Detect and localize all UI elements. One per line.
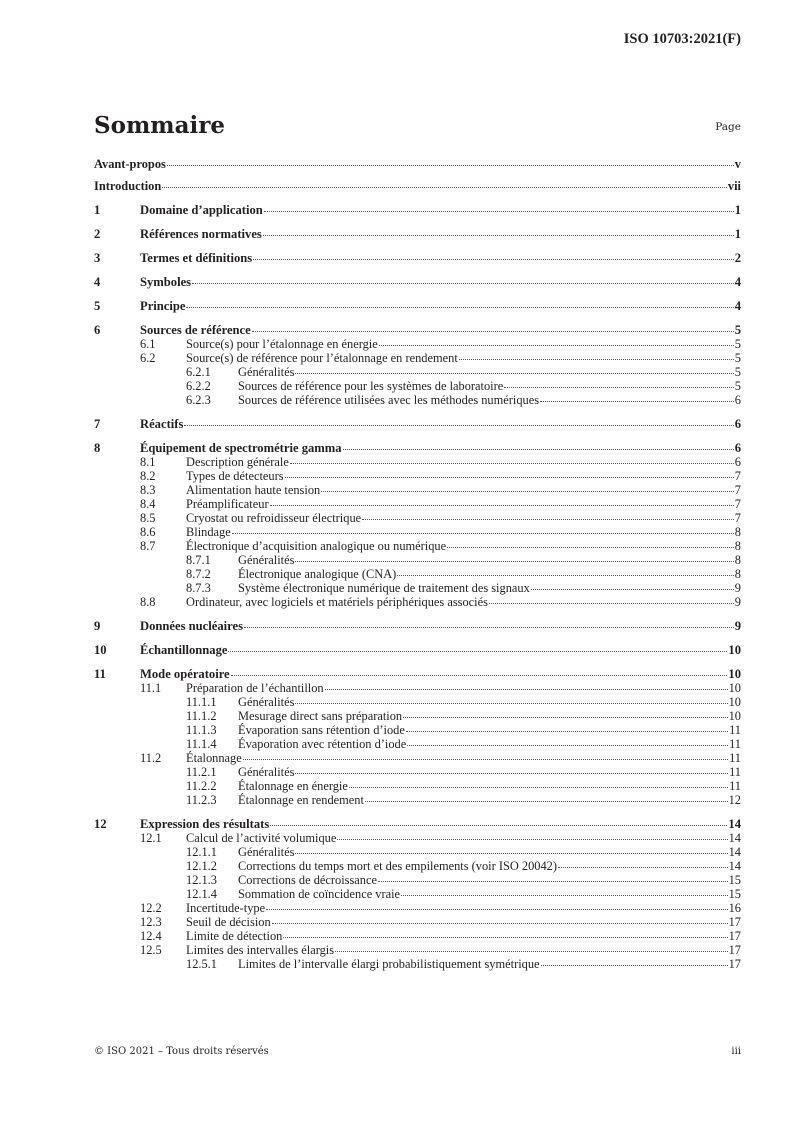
toc-entry-page: 14 [728,845,741,859]
toc-entry-page: 8 [734,567,741,581]
dot-leader [243,750,728,760]
toc-entry-title[interactable]: Sources de référence pour les systèmes de laboratoire [238,379,504,393]
dot-leader [403,708,728,718]
dot-leader [295,364,733,374]
toc-entry-title[interactable]: Évaporation sans rétention d’iode [238,723,405,737]
toc-entry-number: 12.5 [140,943,162,957]
document-id: ISO 10703:2021(F) [623,31,741,47]
toc-entry-page: 2 [734,251,741,265]
table-of-contents [94,157,741,971]
toc-entry-title[interactable]: Avant-propos [94,157,166,171]
toc-entry-title[interactable]: Limites de l’intervalle élargi probabilistiquement symétrique [238,957,540,971]
dot-leader [295,552,733,562]
toc-entry-page: 9 [734,595,741,609]
toc-entry[interactable] [94,299,741,313]
toc-entry-title[interactable]: Seuil de décision [186,915,271,929]
toc-entry-number: 8.3 [140,483,156,497]
toc-entry[interactable] [94,681,741,695]
toc-entry-page: 11 [729,779,741,793]
toc-entry[interactable] [94,765,741,779]
toc-entry-title[interactable]: Étalonnage [186,751,242,765]
toc-entry-title[interactable]: Principe [140,299,186,313]
toc-entry-page: 6 [734,455,741,469]
toc-entry[interactable] [94,483,741,497]
toc-entry[interactable] [94,943,741,957]
dot-leader [266,900,727,910]
toc-entry[interactable] [94,751,741,765]
toc-entry[interactable] [94,393,741,407]
toc-entry-title[interactable]: Références normatives [140,227,262,241]
dot-leader [263,226,734,236]
toc-entry[interactable] [94,901,741,915]
toc-entry-title[interactable]: Évaporation avec rétention d’iode [238,737,407,751]
toc-entry[interactable] [94,779,741,793]
dot-leader [264,202,734,212]
toc-entry[interactable] [94,351,741,365]
toc-entry-page: 7 [734,511,741,525]
toc-entry[interactable] [94,817,741,831]
toc-entry[interactable] [94,441,741,455]
toc-entry-title[interactable]: Étalonnage en rendement [238,793,364,807]
toc-entry-page: 5 [734,351,741,365]
toc-entry-number: 2 [94,227,101,241]
toc-entry[interactable] [94,793,741,807]
dot-leader [167,156,734,166]
toc-entry-page: 1 [734,227,741,241]
toc-entry-title[interactable]: Sommation de coïncidence vraie [238,887,401,901]
toc-entry-number: 11.1.1 [186,695,217,709]
toc-entry-title[interactable]: Domaine d’application [140,203,263,217]
toc-entry[interactable] [94,275,741,289]
toc-entry-title[interactable]: Incertitude-type [186,901,266,915]
dot-leader [252,322,734,332]
toc-entry-page: 8 [734,553,741,567]
toc-entry[interactable] [94,831,741,845]
toc-entry[interactable] [94,365,741,379]
toc-entry-title[interactable]: Électronique analogique (CNA) [238,567,397,581]
toc-entry[interactable] [94,957,741,971]
dot-leader [541,956,728,966]
toc-entry[interactable] [94,887,741,901]
page-number: iii [731,1046,741,1057]
dot-leader [228,642,727,652]
dot-leader [407,736,728,746]
toc-entry-title[interactable]: Mesurage direct sans préparation [238,709,403,723]
toc-entry-title[interactable]: Préamplificateur [186,497,269,511]
toc-entry-page: 12 [728,793,741,807]
toc-entry-page: 14 [728,859,741,873]
dot-leader [270,816,727,826]
toc-entry-page: 1 [734,203,741,217]
toc-entry-title[interactable]: Corrections de décroissance [238,873,377,887]
dot-leader [401,886,728,896]
dot-leader [335,942,728,952]
dot-leader [362,510,734,520]
toc-entry[interactable] [94,251,741,265]
dot-leader [504,378,734,388]
toc-entry-number: 6 [94,323,101,337]
toc-entry-number: 11.2.3 [186,793,217,807]
toc-entry[interactable] [94,859,741,873]
toc-entry-title[interactable]: Calcul de l’activité volumique [186,831,337,845]
toc-entry-title[interactable]: Limites des intervalles élargis [186,943,335,957]
toc-entry-number: 8.2 [140,469,156,483]
toc-entry-page: vii [727,179,741,193]
dot-leader [231,666,728,676]
toc-entry-page: 11 [729,765,741,779]
toc-entry-number: 6.2.2 [186,379,211,393]
toc-entry-title[interactable]: Limite de détection [186,929,283,943]
toc-entry-number: 12.1.1 [186,845,217,859]
toc-entry-page: 10 [728,695,741,709]
toc-entry-title[interactable]: Corrections du temps mort et des empilements (voir ISO 20042) [238,859,558,873]
toc-entry-number: 12.1.3 [186,873,217,887]
toc-entry-title[interactable]: Source(s) pour l’étalonnage en énergie [186,337,378,351]
toc-entry-number: 8.5 [140,511,156,525]
toc-entry-number: 8.8 [140,595,156,609]
toc-entry[interactable] [94,511,741,525]
dot-leader [321,482,734,492]
dot-leader [272,914,728,924]
toc-entry-number: 5 [94,299,101,313]
toc-entry[interactable] [94,643,741,657]
dot-leader [162,178,727,188]
toc-entry-page: 17 [728,915,741,929]
toc-entry-number: 11.2 [140,751,162,765]
dot-leader [531,580,734,590]
toc-entry-number: 8.7.1 [186,553,211,567]
toc-entry-page: 9 [734,619,741,633]
toc-entry-page: 8 [734,525,741,539]
dot-leader [489,594,734,604]
page-title: Sommaire [94,112,226,139]
toc-entry-page: 6 [734,441,741,455]
toc-entry-number: 8.7.2 [186,567,211,581]
toc-entry-title[interactable]: Système électronique numérique de traitement des signaux [238,581,530,595]
toc-entry-number: 1 [94,203,101,217]
dot-leader [343,440,734,450]
toc-entry-page: 17 [728,943,741,957]
toc-entry-title[interactable]: Préparation de l’échantillon [186,681,324,695]
toc-entry-title[interactable]: Symboles [140,275,192,289]
toc-entry[interactable] [94,525,741,539]
toc-entry[interactable] [94,539,741,553]
toc-entry-number: 8.7 [140,539,156,553]
toc-entry[interactable] [94,567,741,581]
toc-entry-number: 8.7.3 [186,581,211,595]
toc-entry-page: 4 [734,299,741,313]
toc-entry-title[interactable]: Sources de référence [140,323,251,337]
dot-leader [337,830,727,840]
toc-entry[interactable] [94,179,741,193]
toc-entry-title[interactable]: Description générale [186,455,289,469]
toc-entry-title[interactable]: Échantillonnage [140,643,228,657]
toc-entry-number: 11.1 [140,681,162,695]
toc-entry-title[interactable]: Types de détecteurs [186,469,284,483]
toc-entry-page: 11 [729,737,741,751]
toc-entry[interactable] [94,323,741,337]
toc-entry-title[interactable]: Introduction [94,179,162,193]
toc-entry-number: 12.1.2 [186,859,217,873]
toc-entry-title[interactable]: Mode opératoire [140,667,230,681]
toc-entry-title[interactable]: Blindage [186,525,231,539]
dot-leader [558,858,728,868]
toc-entry[interactable] [94,227,741,241]
toc-entry-number: 8.1 [140,455,156,469]
toc-entry-page: 14 [728,831,741,845]
toc-entry[interactable] [94,379,741,393]
toc-entry-number: 11.2.1 [186,765,217,779]
toc-entry-page: 10 [728,643,741,657]
toc-entry-number: 12 [94,817,107,831]
toc-entry[interactable] [94,455,741,469]
dot-leader [283,928,727,938]
dot-leader [379,336,734,346]
toc-entry[interactable] [94,695,741,709]
dot-leader [192,274,734,284]
toc-entry-title[interactable]: Ordinateur, avec logiciels et matériels périphériques associés [186,595,488,609]
dot-leader [365,792,728,802]
toc-entry-page: 6 [734,417,741,431]
toc-entry-number: 8 [94,441,101,455]
dot-leader [184,416,733,426]
toc-entry-page: 17 [728,929,741,943]
toc-entry[interactable] [94,203,741,217]
toc-entry-page: 15 [728,887,741,901]
toc-entry[interactable] [94,337,741,351]
dot-leader [253,250,734,260]
toc-entry-number: 7 [94,417,101,431]
dot-leader [325,680,728,690]
dot-leader [447,538,734,548]
toc-entry-number: 6.2.3 [186,393,211,407]
toc-entry-number: 12.1 [140,831,162,845]
footer [94,1046,741,1057]
dot-leader [270,496,734,506]
toc-entry-page: 5 [734,379,741,393]
toc-entry-page: 11 [729,751,741,765]
toc-entry[interactable] [94,873,741,887]
toc-entry-title[interactable]: Généralités [238,765,295,779]
dot-leader [295,764,728,774]
toc-entry-number: 8.6 [140,525,156,539]
toc-entry[interactable] [94,723,741,737]
toc-entry-page: 7 [734,497,741,511]
toc-entry-title[interactable]: Alimentation haute tension [186,483,321,497]
toc-entry[interactable] [94,497,741,511]
toc-entry-page: 16 [728,901,741,915]
toc-entry-page: 17 [728,957,741,971]
toc-entry[interactable] [94,469,741,483]
toc-entry-page: 15 [728,873,741,887]
toc-entry-number: 12.3 [140,915,162,929]
toc-entry-number: 10 [94,643,107,657]
toc-entry-page: 10 [728,667,741,681]
toc-entry-number: 12.2 [140,901,162,915]
toc-entry-number: 11.2.2 [186,779,217,793]
toc-entry-title[interactable]: Termes et définitions [140,251,253,265]
toc-entry-number: 12.5.1 [186,957,217,971]
toc-entry-title[interactable]: Électronique d’acquisition analogique ou numérique [186,539,447,553]
dot-leader [349,778,728,788]
toc-entry-page: 5 [734,337,741,351]
dot-leader [406,722,728,732]
toc-entry-number: 11 [94,667,106,681]
toc-entry[interactable] [94,667,741,681]
toc-entry-title[interactable]: Sources de référence utilisées avec les méthodes numériques [238,393,540,407]
toc-entry[interactable] [94,595,741,609]
toc-entry-number: 11.1.2 [186,709,217,723]
toc-entry-page: 11 [729,723,741,737]
toc-entry[interactable] [94,915,741,929]
toc-entry-page: 10 [728,709,741,723]
toc-entry[interactable] [94,709,741,723]
toc-entry-number: 11.1.3 [186,723,217,737]
toc-entry-page: 8 [734,539,741,553]
toc-entry-page: 10 [728,681,741,695]
toc-entry-number: 12.4 [140,929,162,943]
toc-entry-page: 4 [734,275,741,289]
dot-leader [397,566,734,576]
dot-leader [295,694,727,704]
toc-entry-page: 6 [734,393,741,407]
dot-leader [540,392,734,402]
toc-entry-number: 4 [94,275,101,289]
toc-entry-title[interactable]: Équipement de spectrométrie gamma [140,441,342,455]
dot-leader [459,350,734,360]
toc-entry-title[interactable]: Généralités [238,845,295,859]
toc-entry-title[interactable]: Généralités [238,365,295,379]
toc-entry[interactable] [94,619,741,633]
page-column-label: Page [715,121,741,133]
toc-entry-number: 12.1.4 [186,887,217,901]
toc-entry-title[interactable]: Source(s) de référence pour l’étalonnage en rendement [186,351,458,365]
toc-entry-page: 7 [734,483,741,497]
dot-leader [232,524,734,534]
toc-entry-number: 11.1.4 [186,737,217,751]
toc-entry-number: 3 [94,251,101,265]
toc-entry-title[interactable]: Cryostat ou refroidisseur électrique [186,511,362,525]
toc-entry-title[interactable]: Expression des résultats [140,817,270,831]
toc-entry-title[interactable]: Données nucléaires [140,619,243,633]
toc-entry-number: 8.4 [140,497,156,511]
toc-entry[interactable] [94,157,741,171]
dot-leader [285,468,734,478]
toc-entry-page: 5 [734,365,741,379]
toc-entry-number: 6.2.1 [186,365,211,379]
dot-leader [295,844,727,854]
toc-entry-page: 9 [734,581,741,595]
toc-entry[interactable] [94,737,741,751]
toc-entry-page: 7 [734,469,741,483]
toc-entry-number: 9 [94,619,101,633]
toc-entry-page: 14 [728,817,741,831]
copyright-notice: © ISO 2021 – Tous droits réservés [94,1046,269,1057]
toc-entry[interactable] [94,581,741,595]
dot-leader [186,298,733,308]
toc-entry[interactable] [94,417,741,431]
toc-entry-page: 5 [734,323,741,337]
toc-entry-title[interactable]: Généralités [238,695,295,709]
dot-leader [378,872,728,882]
toc-entry[interactable] [94,553,741,567]
toc-entry-number: 6.2 [140,351,156,365]
toc-entry[interactable] [94,845,741,859]
dot-leader [244,618,734,628]
toc-entry-number: 6.1 [140,337,156,351]
toc-entry-page: v [734,157,741,171]
toc-entry-title[interactable]: Étalonnage en énergie [238,779,348,793]
toc-entry-title[interactable]: Généralités [238,553,295,567]
toc-entry-title[interactable]: Réactifs [140,417,184,431]
toc-entry[interactable] [94,929,741,943]
dot-leader [290,454,734,464]
